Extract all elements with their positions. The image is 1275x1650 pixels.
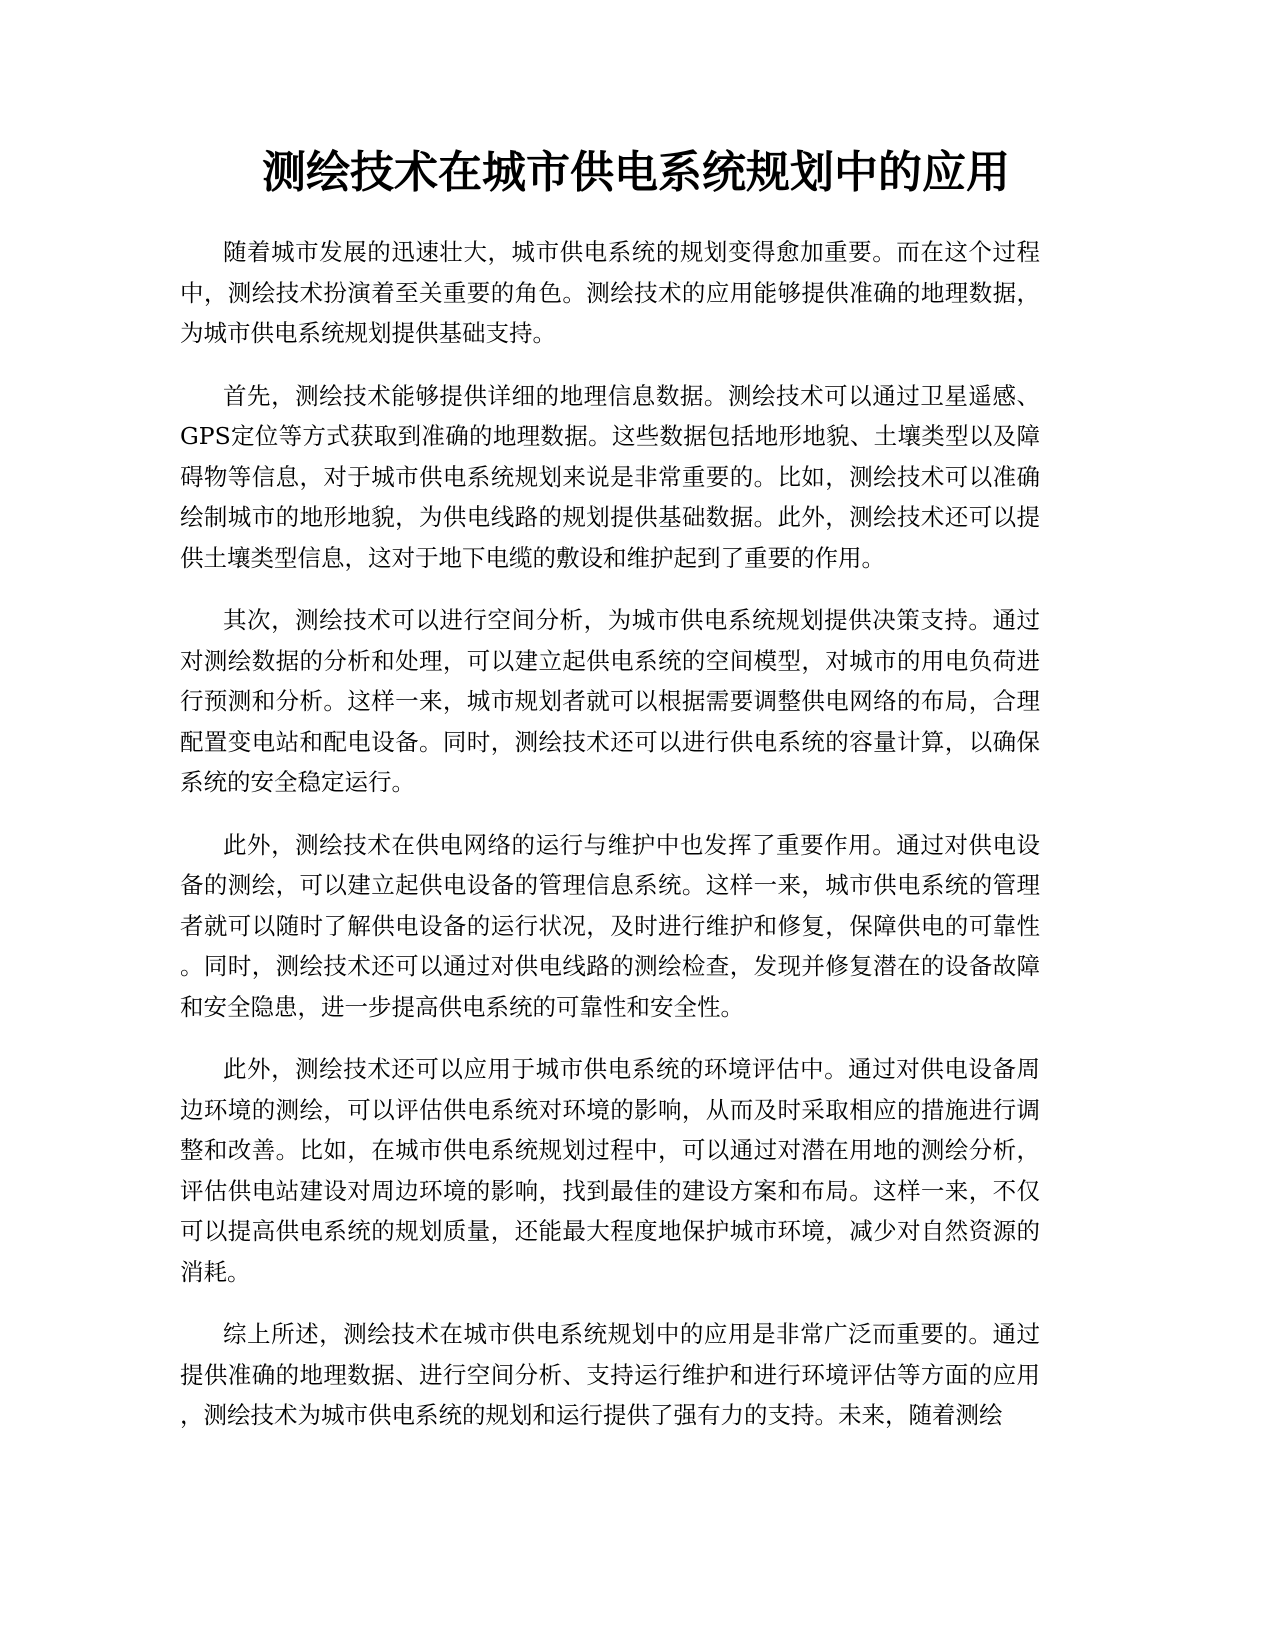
paragraph-spatial-analysis: 其次，测绘技术可以进行空间分析，为城市供电系统规划提供决策支持。通过对测绘数据的分析和处理，可以建立起供电系统的空间模型，对城市的用电负荷进行预测和分析。这样一来，城市规划者就可以根据需要调整供电网络的布局，合理配置变电站和配电设备。同时，测绘技术还可以进行供电系统的容量计算，以确保系统的安全稳定运行。 — [180, 606, 1040, 796]
paragraph-intro: 随着城市发展的迅速壮大，城市供电系统的规划变得愈加重要。而在这个过程中，测绘技术扮演着至关重要的角色。测绘技术的应用能够提供准确的地理数据，为城市供电系统规划提供基础支持。 — [180, 238, 1040, 347]
paragraph-conclusion: 综上所述，测绘技术在城市供电系统规划中的应用是非常广泛而重要的。通过提供准确的地理数据、进行空间分析、支持运行维护和进行环境评估等方面的应用，测绘技术为城市供电系统的规划和运行提供了强有力的支持。未来，随着测绘 — [180, 1320, 1040, 1429]
document-title: 测绘技术在城市供电系统规划中的应用 — [262, 147, 1010, 198]
paragraph-operation-maintenance: 此外，测绘技术在供电网络的运行与维护中也发挥了重要作用。通过对供电设备的测绘，可以建立起供电设备的管理信息系统。这样一来，城市供电系统的管理者就可以随时了解供电设备的运行状况，及时进行维护和修复，保障供电的可靠性。同时，测绘技术还可以通过对供电线路的测绘检查，发现并修复潜在的设备故障和安全隐患，进一步提高供电系统的可靠性和安全性。 — [180, 830, 1040, 1021]
paragraph-environmental-assessment: 此外，测绘技术还可以应用于城市供电系统的环境评估中。通过对供电设备周边环境的测绘，可以评估供电系统对环境的影响，从而及时采取相应的措施进行调整和改善。比如，在城市供电系统规划过程中，可以通过对潜在用地的测绘分析，评估供电站建设对周边环境的影响，找到最佳的建设方案和布局。这样一来，不仅可以提高供电系统的规划质量，还能最大程度地保护城市环境，减少对自然资源的消耗。 — [180, 1055, 1040, 1286]
paragraph-geographic-data: 首先，测绘技术能够提供详细的地理信息数据。测绘技术可以通过卫星遥感、GPS定位等方式获取到准确的地理数据。这些数据包括地形地貌、土壤类型以及障碍物等信息，对于城市供电系统规划来说是非常重要的。比如，测绘技术可以准确绘制城市的地形地貌，为供电线路的规划提供基础数据。此外，测绘技术还可以提供土壤类型信息，这对于地下电缆的敷设和维护起到了重要的作用。 — [180, 381, 1040, 572]
document-body — [180, 232, 1040, 1458]
